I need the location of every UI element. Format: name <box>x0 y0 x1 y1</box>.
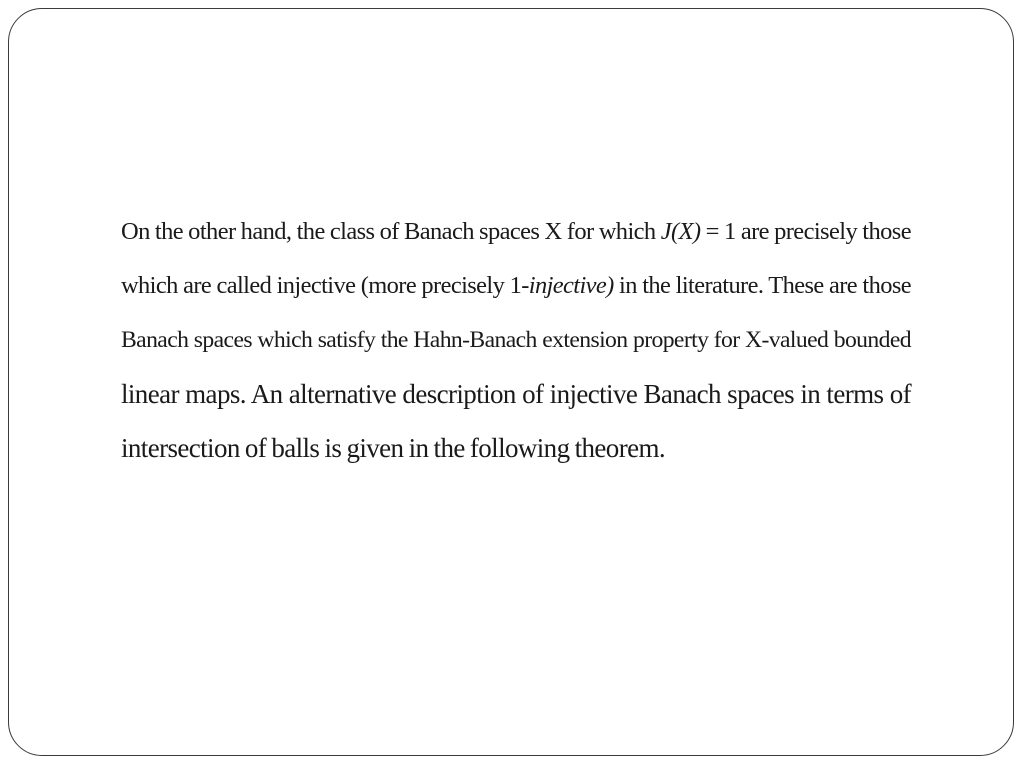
line-2-text-a: which are called injective (more precisely 1- <box>121 272 529 299</box>
paragraph-line-1 <box>121 205 911 259</box>
paragraph-line-5: intersection of balls is given in the following theorem. <box>121 433 666 463</box>
paragraph-line-2 <box>121 259 911 313</box>
paragraph-line-3: Banach spaces which satisfy the Hahn-Banach extension property for X-valued bounded <box>121 327 911 353</box>
emphasis-injective: injective) <box>528 272 614 299</box>
math-jx: J(X) <box>660 218 701 245</box>
line-1-text-b: = 1 are precisely those <box>700 218 911 245</box>
line-2-text-b: in the literature. These are those <box>613 272 911 299</box>
line-1-text-a: On the other hand, the class of Banach spaces X for which <box>121 218 661 245</box>
slide-body-paragraph <box>121 205 911 475</box>
slide-frame <box>8 8 1014 756</box>
paragraph-line-4: linear maps. An alternative description of injective Banach spaces in terms of <box>121 379 911 409</box>
